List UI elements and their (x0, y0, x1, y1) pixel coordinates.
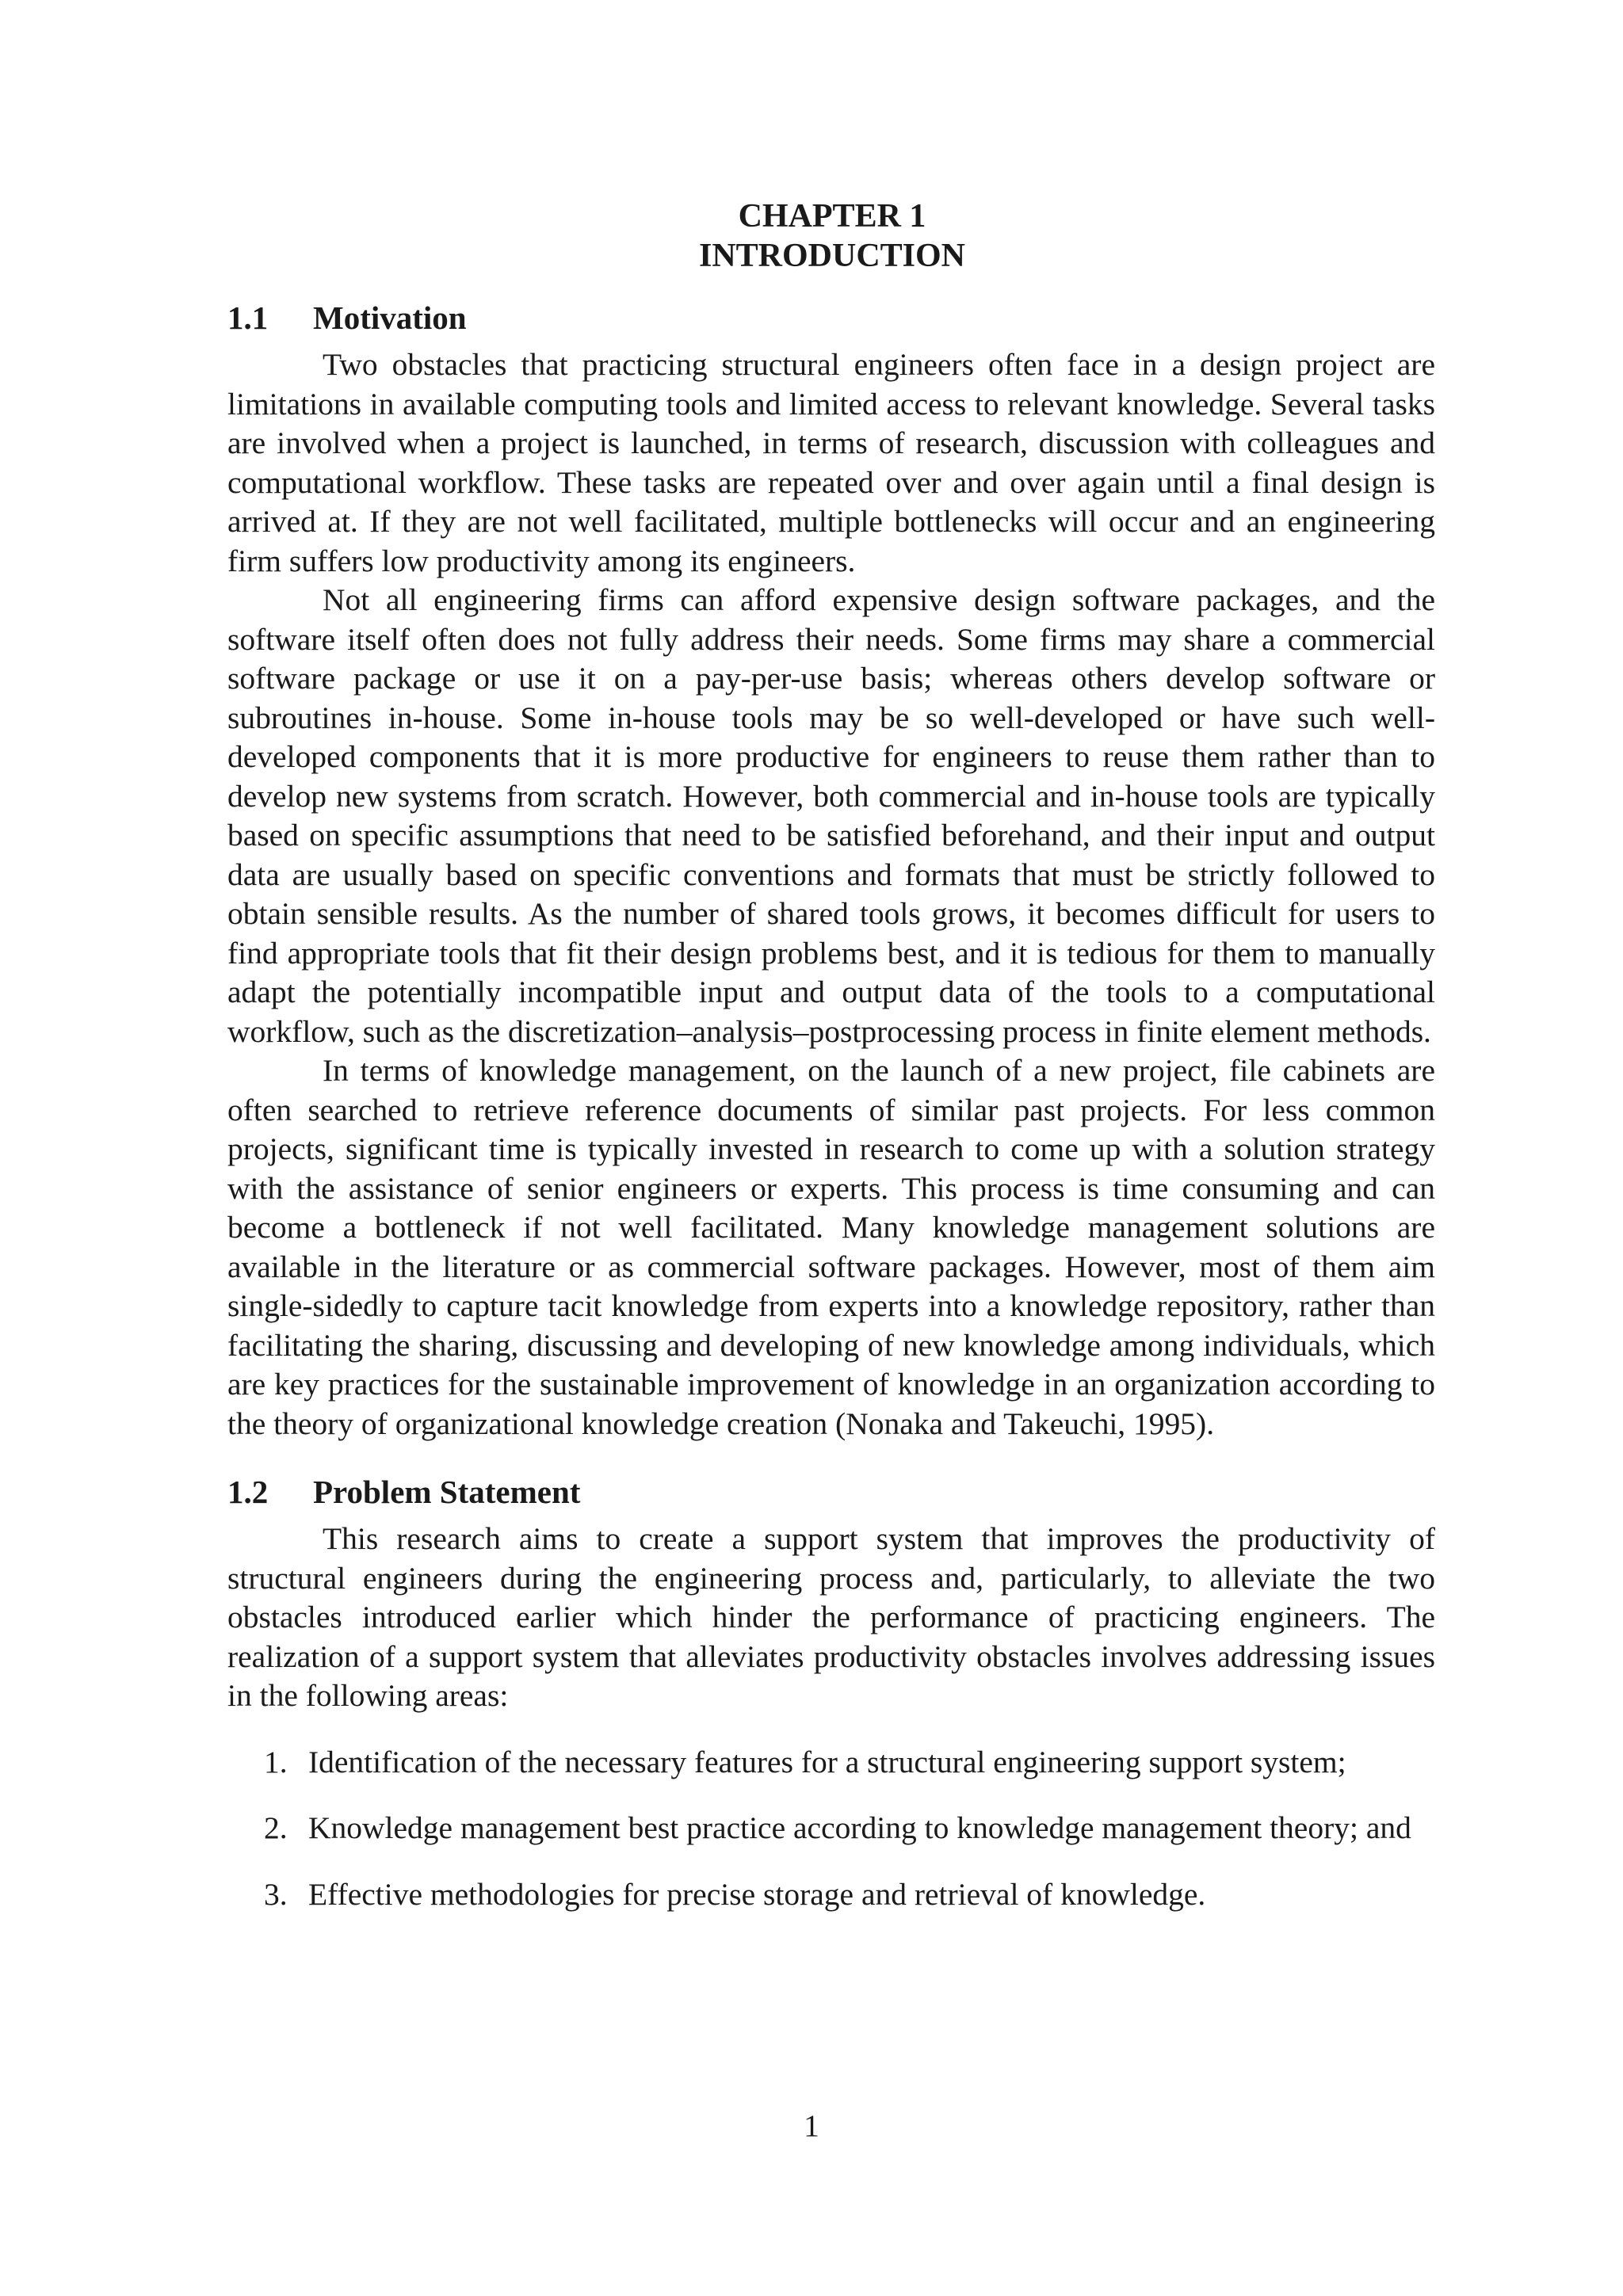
paragraph: This research aims to create a support system that improves the productivity of structural engineers during the engineering process and, particularly, to alleviate the two obstacles introduced earlier which hinder the performance of practicing engineers. The realization of a support system that alleviates productivity obstacles involves addressing issues in the following areas: (227, 1521, 1435, 1713)
section-number: 1.2 (227, 1474, 269, 1510)
list-item-text: Knowledge management best practice according to knowledge management theory; and (308, 1810, 1411, 1845)
numbered-list (227, 1743, 1435, 1915)
document-page (227, 196, 1435, 1941)
paragraph: Two obstacles that practicing structural engineers often face in a design project are limitations in available computing tools and limited access to relevant knowledge. Several tasks are involved when a project is launched, in terms of research, discussion with colleagues and computational workflow. These tasks are repeated over and over again until a final design is arrived at. If they are not well facilitated, multiple bottlenecks will occur and an engineering firm suffers low productivity among its engineers. (227, 347, 1435, 578)
list-item (227, 1875, 1435, 1915)
section-heading-problem-statement (227, 1472, 1435, 1512)
page-number: 1 (804, 2108, 819, 2143)
section-body-problem-statement (227, 1520, 1435, 1716)
chapter-label: CHAPTER 1 (738, 198, 926, 235)
section-number: 1.1 (227, 299, 269, 336)
list-marker: 2. (264, 1810, 288, 1845)
paragraph: Not all engineering firms can afford expensive design software packages, and the software itself often does not fully address their needs. Some firms may share a commercial software package or use it on a pay-per-use basis; whereas others develop software or subroutines in-house. Some in-house tools may be so well-developed or have such well-developed components that it is more productive for engineers to reuse them rather than to develop new systems from scratch. However, both commercial and in-house tools are typically based on specific assumptions that need to be satisfied beforehand, and their input and output data are usually based on specific conventions and formats that must be strictly followed to obtain sensible results. As the number of shared tools grows, it becomes difficult for users to find appropriate tools that fit their design problems best, and it is tedious for them to manually adapt the potentially incompatible input and output data of the tools to a computational workflow, such as the discretization–analysis–postprocessing process in finite element methods. (227, 582, 1435, 1049)
list-marker: 3. (264, 1876, 288, 1912)
section-title: Problem Statement (313, 1474, 581, 1510)
chapter-title: INTRODUCTION (698, 238, 966, 274)
section-heading-motivation (227, 298, 1435, 338)
list-item-text: Identification of the necessary features for a structural engineering support system; (308, 1744, 1346, 1779)
section-body-motivation (227, 345, 1435, 1444)
list-item (227, 1809, 1435, 1848)
paragraph: In terms of knowledge management, on the launch of a new project, file cabinets are often searched to retrieve reference documents of similar past projects. For less common projects, significant time is typically invested in research to come up with a solution strategy with the assistance of senior engineers or experts. This process is time consuming and can become a bottleneck if not well facilitated. Many knowledge management solutions are available in the literature or as commercial software packages. However, most of them aim single-sidedly to capture tacit knowledge from experts into a knowledge repository, rather than facilitating the sharing, discussing and developing of new knowledge among individuals, which are key practices for the sustainable improvement of knowledge in an organization according to the theory of organizational knowledge creation (Nonaka and Takeuchi, 1995). (227, 1053, 1435, 1441)
list-item (227, 1743, 1435, 1783)
list-item-text: Effective methodologies for precise storage and retrieval of knowledge. (308, 1876, 1206, 1912)
chapter-heading (227, 196, 1435, 276)
list-marker: 1. (264, 1744, 288, 1779)
section-title: Motivation (313, 299, 467, 336)
